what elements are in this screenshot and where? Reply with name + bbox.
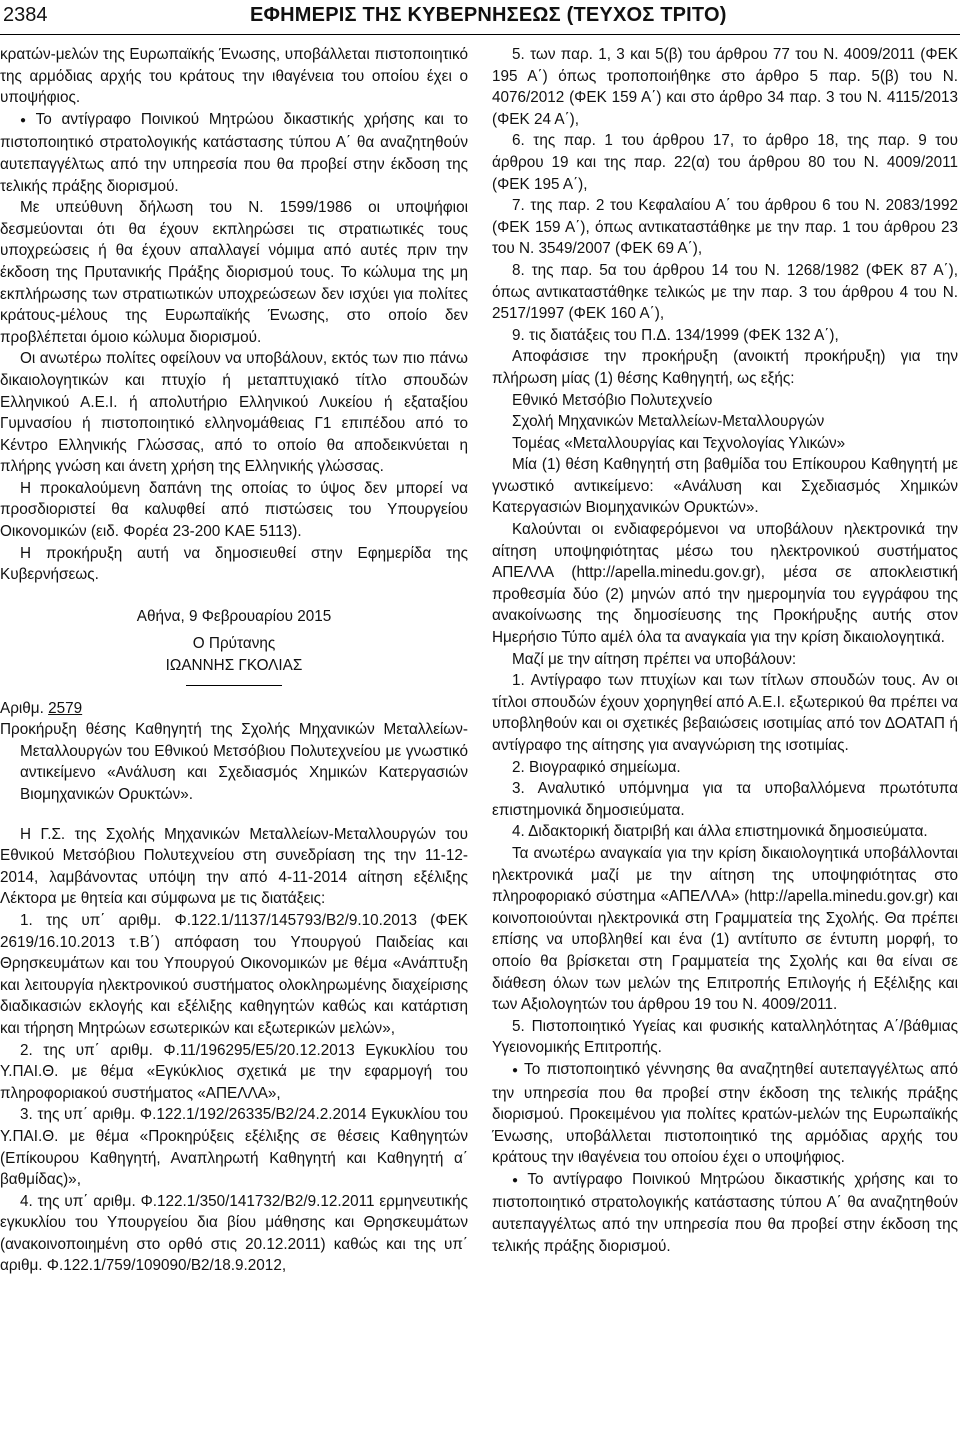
signature-divider: [186, 685, 282, 686]
bullet-icon: [20, 111, 36, 128]
paragraph: Αποφάσισε την προκήρυξη (ανοικτή προκήρυξη) για την πλήρωση μίας (1) θέσης Καθηγητή, ως εξής:: [492, 348, 958, 387]
signature-name: ΙΩΑΝΝΗΣ ΓΚΟΛΙΑΣ: [165, 657, 303, 675]
paragraph: κρατών-μελών της Ευρωπαϊκής Ένωσης, υποβάλλεται πιστοποιητικό της αρμόδιας αρχής του κράτους την ιθαγένεια του οποίου έχει ο υποψήφιος.: [0, 46, 468, 107]
paragraph: Με υπεύθυνη δήλωση του Ν. 1599/1986 οι υποψήφιοι δεσμεύονται ότι θα έχουν εκπληρώσει τις στρατιωτικές τους υποχρεώσεις ή θα έχουν απαλλαγεί νόμιμα από αυτές πριν την έκδοση της Πρυτανικής Πράξης διορισμού τους. Το κώλυμα της μη εκπλήρωσης των στρατιωτικών υποχρεώσεων δεν ισχύει για πολίτες κράτους-μέλους της Ευρωπαϊκής Ένωσης, στο οποίο δεν προβλέπεται όμοιο κώλυμα διορισμού.: [0, 199, 468, 346]
document-item: 2. Βιογραφικό σημείωμα.: [512, 758, 681, 776]
list-item: 5. των παρ. 1, 3 και 5(β) του άρθρου 77 του Ν. 4009/2011 (ΦΕΚ 195 Α΄) όπως τροποποιήθηκε στο άρθρο 5 παρ. 5(β) του Ν. 4076/2012 (ΦΕΚ 159 Α΄) και στο άρθρο 34 παρ. 3 του Ν. 4115/2013 (ΦΕΚ 24 Α΄),: [492, 46, 958, 128]
school-line: Σχολή Μηχανικών Μεταλλείων-Μεταλλουργών: [512, 413, 825, 431]
decision-number-value: 2579: [48, 699, 83, 717]
signature-date: Αθήνα, 9 Φεβρουαρίου 2015: [136, 607, 332, 625]
paragraph: Τα ανωτέρω αναγκαία για την κρίση δικαιολογητικά υποβάλλονται ηλεκτρονικά μαζί με την αίτηση της υποψηφιότητας στο πληροφοριακό σύστημα «ΑΠΕΛΛΑ» (http://apella.minedu.gov.gr) και κοινοποιούνται ηλεκτρονικά στη Γραμματεία της Σχολής. Θα πρέπει επίσης να υποβληθεί και ένα (1) αντίτυπο σε έντυπη μορφή, το οποίο θα βρίσκεται στη Γραμματεία της Σχολής και θα είναι σε διάθεση όλων των μελών της Επιτροπής Επιλογής ή Εξέλιξης και των Αξιολογητών του άρθρου 19 του Ν. 4009/2011.: [492, 844, 958, 1014]
page-header: [0, 0, 960, 40]
institution-line: Εθνικό Μετσόβιο Πολυτεχνείο: [512, 391, 713, 409]
paragraph: Μία (1) θέση Καθηγητή στη βαθμίδα του Επίκουρου Καθηγητή με γνωστικό αντικείμενο: «Ανάλυση και Σχεδιασμός Χημικών Κατεργασιών Βιομηχανικών Ορυκτών».: [492, 456, 958, 517]
bullet-icon: [512, 1061, 524, 1078]
page-number: 2384: [3, 4, 48, 26]
bullet-paragraph: ● Το αντίγραφο Ποινικού Μητρώου δικαστικής χρήσης και το πιστοποιητικό στρατολογικής κατάστασης τύπου Α΄ θα αναζητηθούν αυτεπαγγέλτως από την υπηρεσία που θα προβεί στην έκδοση της τελικής πράξης διορισμού.: [492, 1169, 958, 1257]
paragraph: Οι ανωτέρω πολίτες οφείλουν να υποβάλουν, εκτός των πιο πάνω δικαιολογητικών και πτυχίο ή μεταπτυχιακό τίτλο σπουδών Ελληνικού Α.Ε.Ι. ή απολυτήριο Ελληνικού Λυκείου ή εξαταξίου Γυμνασίου ή πιστοποιητικό ελληνομάθειας Γ1 επιπέδου από το Κέντρο Ελληνικής Γλώσσας, από το οποίο θα αποδεικνύεται η πλήρης γνώση και άνετη χρήση της Ελληνικής γλώσσας.: [0, 350, 468, 476]
list-item: 4. της υπ΄ αριθμ. Φ.122.1/350/141732/Β2/9.12.2011 ερμηνευτικής εγκυκλίου του Υπουργείου δια βίου μάθησης και Θρησκευμάτων (ανακοινοποιημένη στο ορθό στις 20.12.2011) καθώς και της υπ΄ αριθμ. Φ.122.1/759/109090/Β2/18.9.2012,: [0, 1192, 468, 1275]
list-item: 7. της παρ. 2 του Κεφαλαίου Α΄ του άρθρου 6 του Ν. 2083/1992 (ΦΕΚ 159 Α΄), όπως αντικαταστάθηκε με την παρ. 1 του άρθρου 23 του Ν. 3549/2007 (ΦΕΚ 69 Α΄),: [492, 197, 958, 258]
list-item: 6. της παρ. 1 του άρθρου 17, το άρθρο 18, της παρ. 9 του άρθρου 19 και της παρ. 22(α) του άρθρου 80 του Ν. 4009/2011 (ΦΕΚ 195 Α΄),: [492, 132, 958, 193]
journal-title: ΕΦΗΜΕΡΙΣ ΤΗΣ ΚΥΒΕΡΝΗΣΕΩΣ (ΤΕΥΧΟΣ ΤΡΙΤΟ): [250, 4, 727, 26]
header-rule: [0, 34, 960, 35]
spacer: [0, 806, 468, 824]
paragraph: Η προκήρυξη αυτή να δημοσιευθεί στην Εφημερίδα της Κυβερνήσεως.: [0, 544, 468, 584]
document-item: 5. Πιστοποιητικό Υγείας και φυσικής καταλληλότητας Α΄/βάθμιας Υγειονομικής Επιτροπής.: [492, 1017, 958, 1057]
decision-number: [0, 698, 468, 720]
document-item: 3. Αναλυτικό υπόμνημα για τα υποβαλλόμενα πρωτότυπα επιστημονικά δημοσιεύματα.: [492, 780, 958, 819]
bullet-paragraph: ● Το αντίγραφο Ποινικού Μητρώου δικαστικής χρήσης και το πιστοποιητικό στρατολογικής κατάστασης τύπου Α΄ θα αναζητηθούν αυτεπαγγέλτως από την υπηρεσία που θα προβεί στην έκδοση της τελικής πράξης διορισμού.: [0, 109, 468, 197]
list-item: 2. της υπ΄ αριθμ. Φ.11/196295/Ε5/20.12.2013 Εγκυκλίου του Υ.ΠΑΙ.Θ. με θέμα «Εγκύκλιος σχετικά με την εφαρμογή του πληροφοριακού συστήματος «ΑΠΕΛΛΑ»,: [0, 1041, 468, 1102]
paragraph: Καλούνται οι ενδιαφερόμενοι να υποβάλουν ηλεκτρονικά την αίτηση υποψηφιότητας μέσω του ηλεκτρονικού συστήματος ΑΠΕΛΛΑ (http://apella.minedu.gov.gr), μέσα σε αποκλειστική προθεσμία δύο (2) μηνών από την ημερομηνία του εγγράφου της ανακοίνωσης της δημοσίευσης της Προκήρυξης αυτής στον Ημερήσιο Τύπο αμέλ όλα τα αναγκαία για την κρίση δικαιολογητικά.: [492, 521, 958, 647]
paragraph: Η Γ.Σ. της Σχολής Μηχανικών Μεταλλείων-Μεταλλουργών του Εθνικού Μετσόβιου Πολυτεχνείου στη συνεδρίαση της την 11-12-2014, λαμβάνοντας υπόψη την από 4-11-2014 αίτηση εξέλιξης Λέκτορα με θητεία και σύμφωνα με τις διατάξεις:: [0, 825, 468, 908]
decision-title: Προκήρυξη θέσης Καθηγητή της Σχολής Μηχανικών Μεταλλείων-Μεταλλουργών του Εθνικού Μετσόβιου Πολυτεχνείου με γνωστικό αντικείμενο «Ανάλυση και Σχεδιασμός Χημικών Κατεργασιών Βιομηχανικών Ορυκτών».: [0, 721, 468, 803]
paragraph: Η προκαλούμενη δαπάνη της οποίας το ύψος δεν μπορεί να προσδιοριστεί θα καλυφθεί από πιστώσεις του Υπουργείου Οικονομικών (ειδ. Φορέα 23-200 ΚΑΕ 5113).: [0, 479, 468, 541]
list-item: 8. της παρ. 5α του άρθρου 14 του Ν. 1268/1982 (ΦΕΚ 87 Α΄), όπως αντικαταστάθηκε τελικώς με την παρ. 3 του άρθρου 4 του Ν. 2517/1997 (ΦΕΚ 160 Α΄),: [492, 261, 958, 323]
signature-title: Ο Πρύτανης: [192, 635, 276, 653]
bullet-icon: [512, 1171, 527, 1188]
list-item: 9. τις διατάξεις του Π.Δ. 134/1999 (ΦΕΚ 132 Α΄),: [512, 326, 839, 344]
document-item: 4. Διδακτορική διατριβή και άλλα επιστημονικά δημοσιεύματα.: [512, 823, 928, 841]
document-item: 1. Αντίγραφο των πτυχίων και των τίτλων σπουδών τους. Αν οι τίτλοι σπουδών έχουν χορηγηθεί από Α.Ε.Ι. εξωτερικού θα πρέπει να υποβληθούν και οι σχετικές βεβαιώσεις ισοτιμίας από τον ΔΟΑΤΑΠ ή αντίγραφο της αίτησης για αναγνώριση της ισοτιμίας.: [492, 672, 958, 754]
sector-line: Τομέας «Μεταλλουργίας και Τεχνολογίας Υλικών»: [512, 434, 846, 452]
bullet-paragraph: ● Το πιστοποιητικό γέννησης θα αναζητηθεί αυτεπαγγέλτως από την υπηρεσία που θα προβεί στην έκδοση της τελικής πράξης διορισμού. Προκειμένου για πολίτες κρατών-μελών της Ευρωπαϊκής Ένωσης, υποβάλλεται πιστοποιητικό της αρμόδιας αρχής του κράτους την ιθαγένεια του οποίου έχει ο υποψήφιος.: [492, 1059, 958, 1169]
right-column: [492, 44, 958, 1257]
left-column: [0, 44, 468, 1277]
list-item: 1. της υπ΄ αριθμ. Φ.122.1/1137/145793/Β2/9.10.2013 (ΦΕΚ 2619/16.10.2013 τ.Β΄) απόφαση του Υπουργού Παιδείας και Θρησκευμάτων και του Υπουργού Οικονομικών με θέμα «Ανάπτυξη και λειτουργία ηλεκτρονικού συστήματος ολοκληρωμένης διαχείρισης διαδικασιών εκλογής και εξέλιξης καθηγητών καθώς και κατάρτιση και τήρηση Μητρώων εσωτερικών και εξωτερικών μελών»,: [0, 911, 468, 1037]
list-item: 3. της υπ΄ αριθμ. Φ.122.1/192/26335/Β2/24.2.2014 Εγκυκλίου του Υ.ΠΑΙ.Θ. με θέμα «Προκηρύξεις εξέλιξης σε θέσεις Καθηγητών (Επίκουρου Καθηγητή, Αναπληρωτή Καθηγητή και Καθηγητή α΄ βαθμίδας)»,: [0, 1106, 468, 1189]
decision-label: Αριθμ.: [0, 699, 44, 717]
paragraph: Μαζί με την αίτηση πρέπει να υποβάλουν:: [512, 650, 797, 668]
